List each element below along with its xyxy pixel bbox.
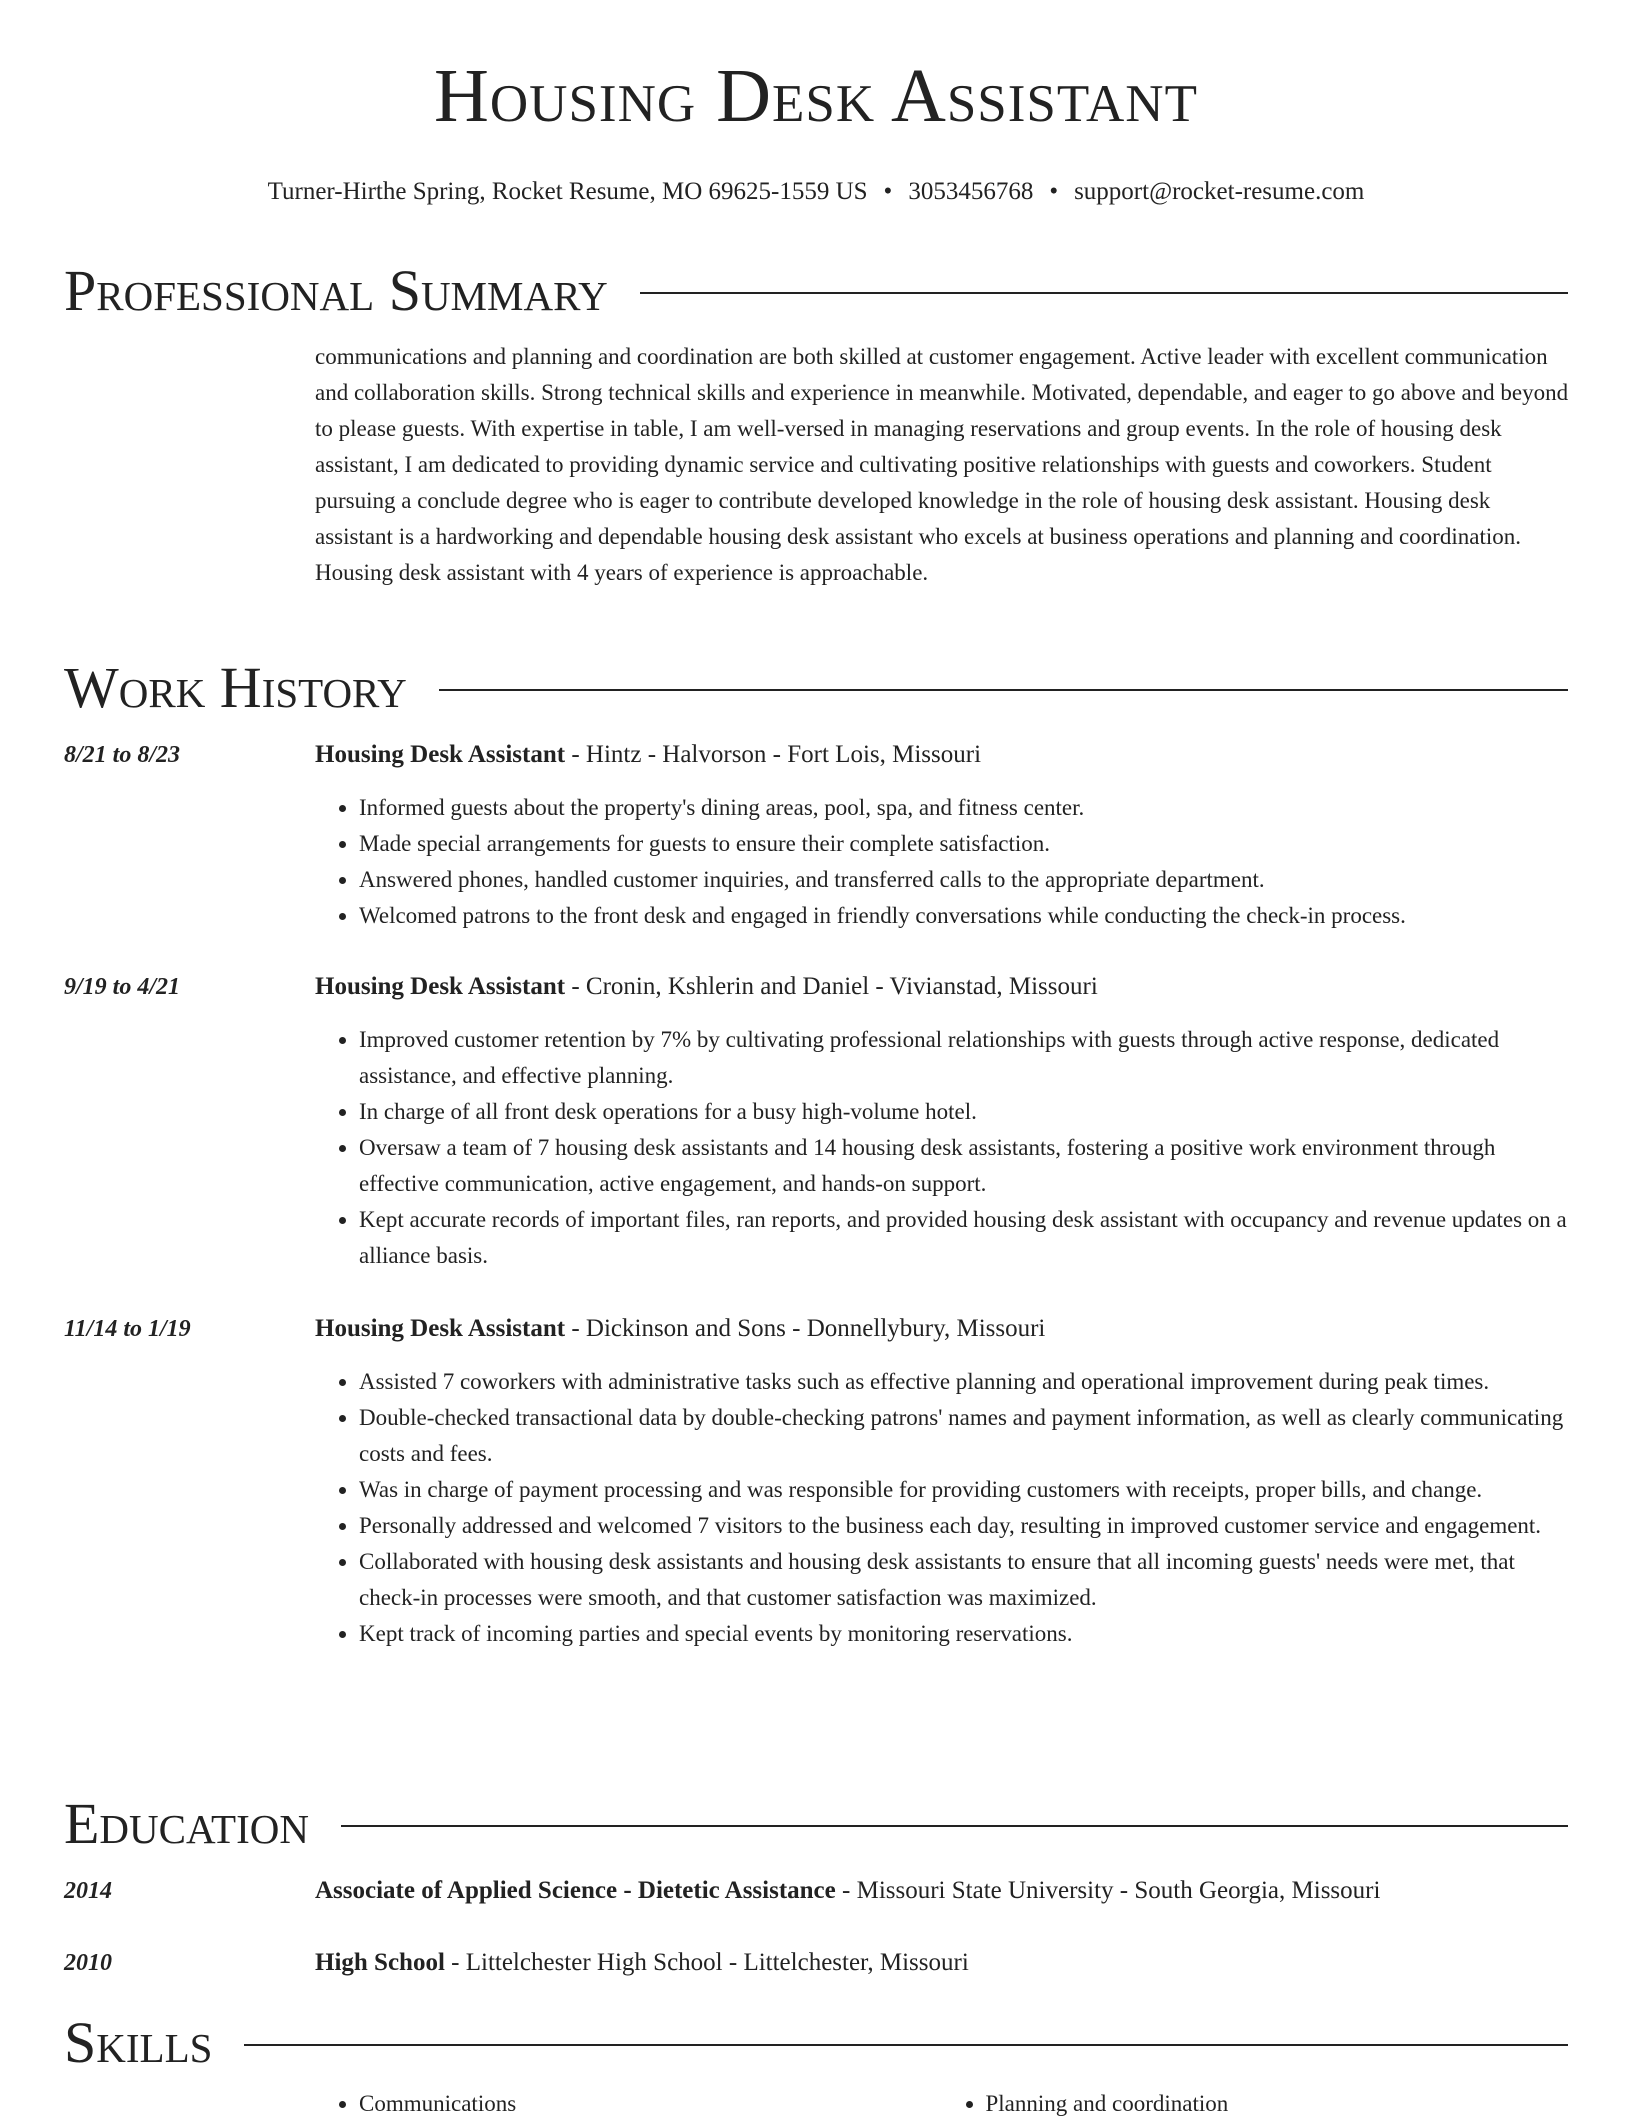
section-title: Work History	[64, 655, 407, 720]
job-employer: - Cronin, Kshlerin and Daniel - Vivianstad, Missouri	[565, 973, 1098, 1000]
job-employer: - Hintz - Halvorson - Fort Lois, Missouri	[565, 741, 982, 768]
list-item: • Oversaw a team of 7 housing desk assistants and 14 housing desk assistants, fostering a positive work environment through effective communication, active engagement, and hands-on support.	[359, 1130, 1568, 1202]
list-item: • Improved customer retention by 7% by cultivating professional relationships with guests through active response, dedicated assistance, and effective planning.	[359, 1022, 1568, 1094]
section-header-education	[64, 1791, 1568, 1856]
job-heading	[315, 1312, 1045, 1346]
list-item: • Personally addressed and welcomed 7 visitors to the business each day, resulting in improved customer service and engagement.	[359, 1508, 1568, 1544]
candidate-name: Housing Desk Assistant	[434, 54, 1198, 138]
address: Turner-Hirthe Spring, Rocket Resume, MO 69625-1559 US	[267, 178, 868, 205]
list-item: • Answered phones, handled customer inquiries, and transferred calls to the appropriate department.	[359, 862, 1568, 898]
education-year: 2014	[64, 1878, 112, 1904]
education-school: - Littelchester High School - Littelchester, Missouri	[444, 1949, 969, 1976]
list-item: • Collaborated with housing desk assistants and housing desk assistants to ensure that all incoming guests' needs were met, that check-in processes were smooth, and that customer satisfaction was maximized.	[359, 1544, 1568, 1616]
section-divider	[439, 689, 1568, 691]
list-item: • Informed guests about the property's dining areas, pool, spa, and fitness center.	[359, 790, 1568, 826]
section-divider	[244, 2044, 1568, 2046]
section-header-work-history	[64, 655, 1568, 720]
job-title: Housing Desk Assistant	[315, 973, 566, 1000]
section-divider	[341, 1825, 1568, 1827]
list-item: • Welcomed patrons to the front desk and engaged in friendly conversations while conducting the check-in process.	[359, 898, 1568, 934]
job-bullets	[315, 1364, 1568, 1652]
list-item: • Kept accurate records of important files, ran reports, and provided housing desk assistant with occupancy and revenue updates on a alliance basis.	[359, 1202, 1568, 1274]
list-item: • Double-checked transactional data by double-checking patrons' names and payment information, as well as clearly communicating costs and fees.	[359, 1400, 1568, 1472]
education-degree: Associate of Applied Science - Dietetic Assistance	[315, 1877, 836, 1904]
contact-line	[0, 175, 1632, 209]
education-heading	[315, 1874, 1380, 1908]
education-degree: High School	[315, 1949, 445, 1976]
skills-list	[315, 2086, 1568, 2122]
separator: •	[1049, 178, 1059, 205]
job-title: Housing Desk Assistant	[315, 741, 566, 768]
job-bullets	[315, 1022, 1568, 1274]
job-bullets	[315, 790, 1568, 934]
job-dates: 8/21 to 8/23	[64, 742, 181, 768]
section-title: Professional Summary	[64, 258, 608, 323]
list-item: • Was in charge of payment processing and was responsible for providing customers with receipts, proper bills, and change.	[359, 1472, 1568, 1508]
summary-text: communications and planning and coordination are both skilled at customer engagement. Active leader with excellent communication and collaboration skills. Strong technical skills and experience in meanwhile. Motivated, dependable, and eager to go above and beyond to please guests. With expertise in table, I am well-versed in managing reservations and group events. In the role of housing desk assistant, I am dedicated to providing dynamic service and cultivating positive relationships with guests and coworkers. Student pursuing a conclude degree who is eager to contribute developed knowledge in the role of housing desk assistant. Housing desk assistant is a hardworking and dependable housing desk assistant who excels at business operations and planning and coordination. Housing desk assistant with 4 years of experience is approachable.	[315, 344, 1569, 585]
skills-column-right	[942, 2086, 1569, 2122]
list-item: • Kept track of incoming parties and special events by monitoring reservations.	[359, 1616, 1568, 1652]
job-dates: 9/19 to 4/21	[64, 974, 181, 1000]
job-dates: 11/14 to 1/19	[64, 1316, 191, 1342]
section-divider	[640, 292, 1568, 294]
education-heading	[315, 1946, 969, 1980]
job-heading	[315, 970, 1098, 1004]
email: support@rocket-resume.com	[1074, 178, 1365, 205]
section-header-summary	[64, 258, 1568, 323]
list-item: • In charge of all front desk operations for a busy high-volume hotel.	[359, 1094, 1568, 1130]
section-title: Education	[64, 1791, 309, 1856]
job-title: Housing Desk Assistant	[315, 1315, 566, 1342]
job-employer: - Dickinson and Sons - Donnellybury, Missouri	[565, 1315, 1046, 1342]
skill-item: • Planning and coordination	[986, 2086, 1569, 2122]
section-title: Skills	[64, 2010, 213, 2075]
education-school: - Missouri State University - South Georgia, Missouri	[835, 1877, 1381, 1904]
phone: 3053456768	[908, 178, 1034, 205]
skills-column-left	[315, 2086, 942, 2122]
job-heading	[315, 738, 981, 772]
list-item: • Made special arrangements for guests to ensure their complete satisfaction.	[359, 826, 1568, 862]
skill-item: • Communications	[359, 2086, 942, 2122]
separator: •	[883, 178, 893, 205]
education-year: 2010	[64, 1950, 112, 1976]
list-item: • Assisted 7 coworkers with administrative tasks such as effective planning and operational improvement during peak times.	[359, 1364, 1568, 1400]
section-header-skills	[64, 2010, 1568, 2075]
